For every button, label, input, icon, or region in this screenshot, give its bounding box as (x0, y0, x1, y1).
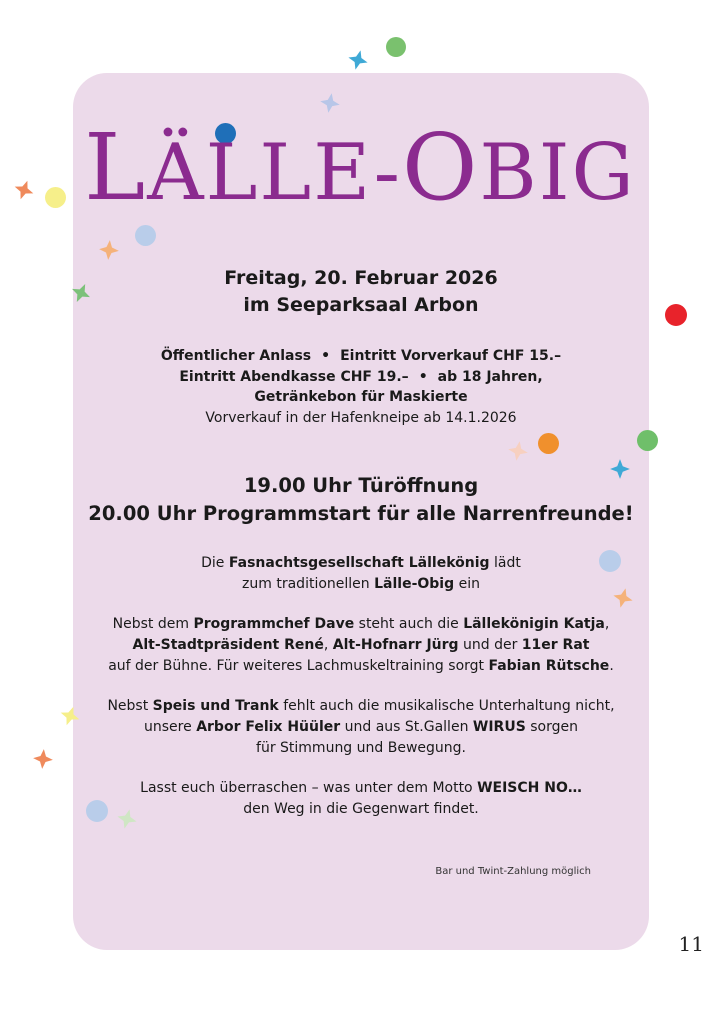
door-time: 19.00 Uhr Türöffnung (243, 474, 479, 497)
event-date (73, 265, 649, 319)
venue-line: im Seeparksaal Arbon (243, 294, 479, 316)
confetti-dot (665, 304, 687, 326)
motto-paragraph: Lasst euch überraschen – was unter dem Motto WEISCH NO… den Weg in die Gegenwart findet. (140, 780, 582, 817)
music-paragraph: Nebst Speis und Trank fehlt auch die musikalische Unterhaltung nicht, unsere Arbor Felix Hüüler und aus St.Gallen WIRUS sorgen für Stimmung und Bewegung. (107, 698, 615, 756)
confetti-dot (386, 37, 406, 57)
confetti-star (507, 440, 529, 462)
confetti-dot (538, 433, 559, 454)
confetti-dot (135, 225, 156, 246)
admission-info: Öffentlicher Anlass • Eintritt Vorverkauf CHF 15.– Eintritt Abendkasse CHF 19.– • ab 18 Jahren, Getränkebon für Maskierte Vorverkauf in der Hafenkneipe ab 14.1.2026 (73, 346, 649, 428)
confetti-dot (637, 430, 658, 451)
payment-note: Bar und Twint-Zahlung möglich (435, 866, 591, 877)
confetti-star (347, 49, 369, 71)
schedule (73, 472, 649, 528)
confetti-star (32, 748, 54, 770)
date-line: Freitag, 20. Februar 2026 (224, 267, 498, 289)
confetti-star (98, 239, 120, 261)
program-paragraph: Nebst dem Programmchef Dave steht auch die Lällekönigin Katja, Alt-Stadtpräsident René, Alt-Hofnarr Jürg und der 11er Rat auf der Bühne. Für weiteres Lachmuskeltraining sorgt Fabian Rütsche. (108, 616, 614, 674)
program-time: 20.00 Uhr Programmstart für alle Narrenfreunde! (88, 502, 634, 525)
intro-paragraph: Die Fasnachtsgesellschaft Lällekönig lädt zum traditionellen Lälle-Obig ein (201, 555, 521, 592)
page-number: 11 (678, 932, 704, 956)
event-title: LÄLLE-OBIG (84, 114, 636, 221)
presale-note: Vorverkauf in der Hafenkneipe ab 14.1.2026 (205, 409, 517, 426)
confetti-star (319, 92, 341, 114)
